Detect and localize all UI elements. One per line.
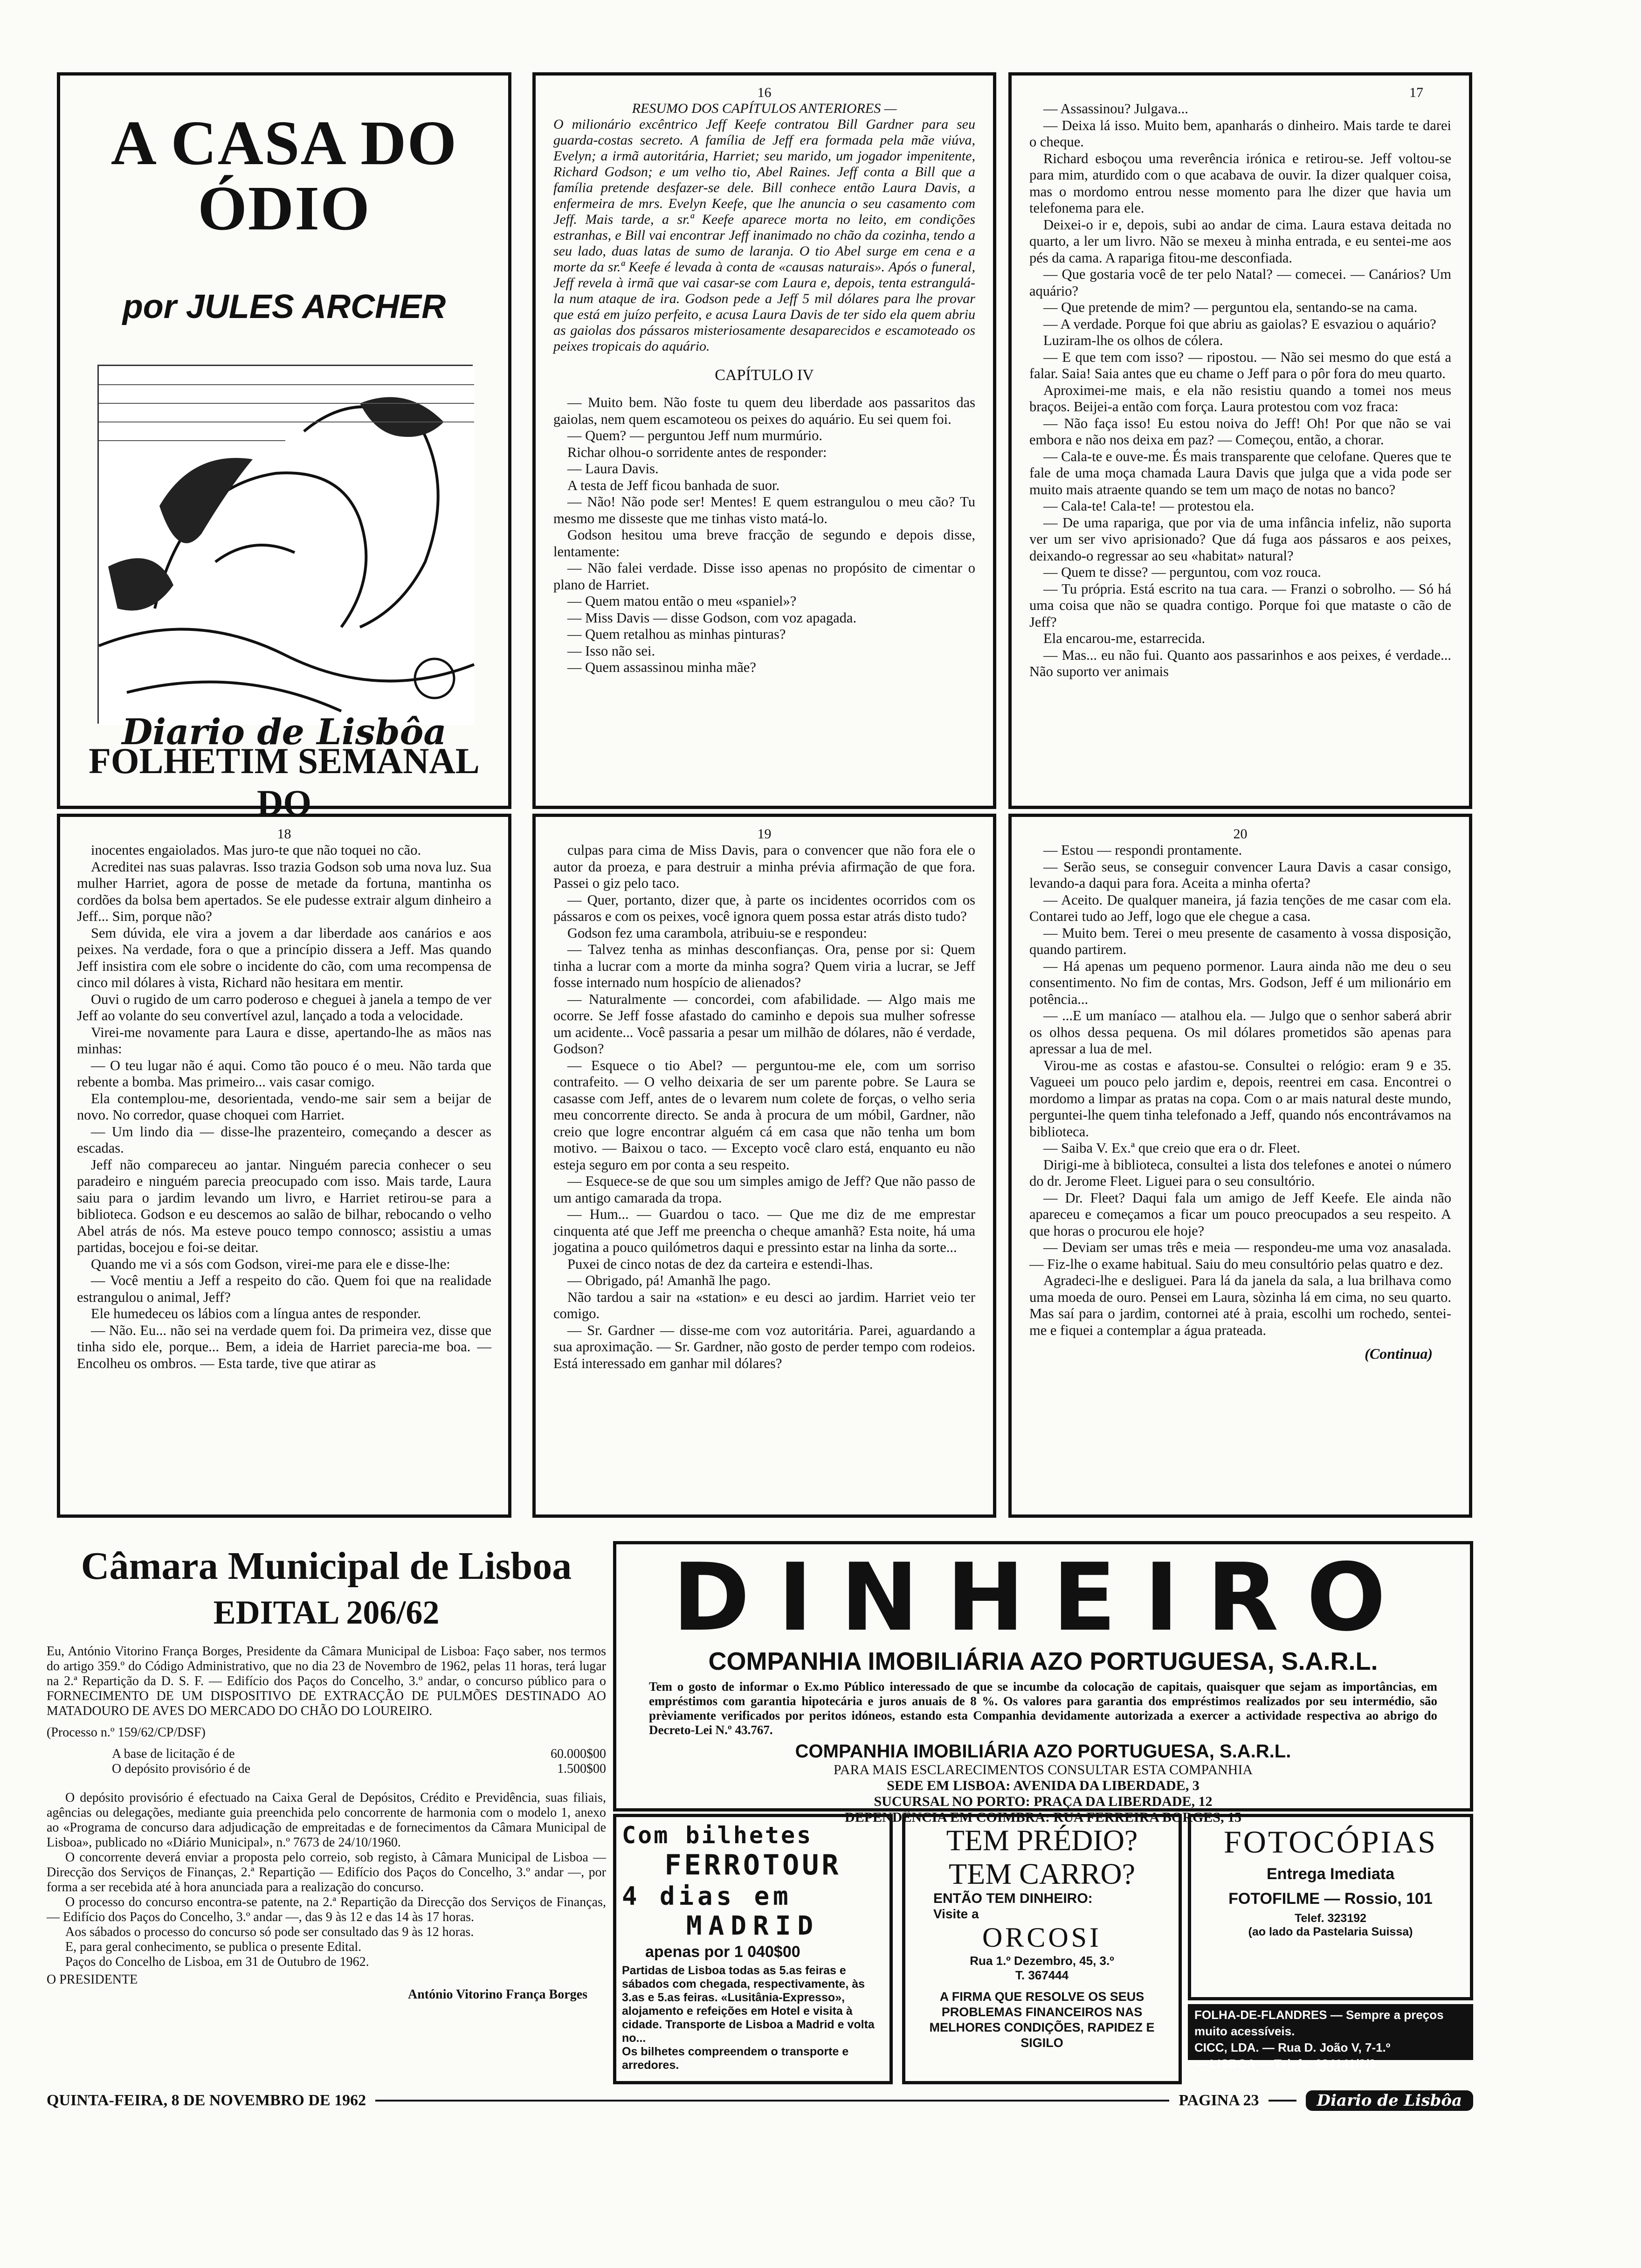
summary-panel	[532, 72, 996, 809]
story-paragraph: — Tu própria. Está escrito na tua cara. — Franzi o sobrolho. — Só há uma coisa que não se quadra contigo. Porque foi que mataste o cão de Jeff?	[1029, 581, 1451, 630]
dinheiro-company: COMPANHIA IMOBILIÁRIA AZO PORTUGUESA, S.A.R.L.	[708, 1647, 1378, 1675]
ferrotour-line1: Com bilhetes	[622, 1822, 813, 1849]
story-paragraph: — Naturalmente — concordei, com afabilidade. — Algo mais me ocorre. Se Jeff fosse afastado do caminho e depois sua mulher sofresse um acidente... Você passaria a pesar um milhão de dólares, não é verdade, Godson?	[553, 991, 975, 1057]
col5-body	[553, 842, 975, 1372]
story-paragraph: — Miss Davis — disse Godson, com voz apagada.	[567, 609, 857, 626]
story-paragraph: Ela contemplou-me, desorientada, vendo-me sair sem a beijar de novo. No corredor, quase choquei com Harriet.	[77, 1090, 491, 1123]
deposit-value: 1.500$00	[557, 1762, 606, 1776]
story-paragraph: — Aceito. De qualquer maneira, já fazia tenções de me casar com ela. Contarei tudo ao Jeff, logo que ele chegue a casa.	[1029, 892, 1451, 924]
story-paragraph: — Quem assassinou minha mãe?	[567, 659, 756, 675]
orcosi-l4: Visite a	[933, 1907, 979, 1921]
story-paragraph: — Obrigado, pá! Amanhã lhe pago.	[567, 1272, 771, 1288]
story-paragraph: Godson hesitou uma breve fracção de segundo e depois disse, lentamente:	[553, 527, 975, 560]
orcosi-brand: ORCOSI	[982, 1922, 1102, 1953]
kissing-couple-illustration	[97, 365, 473, 724]
base-value: 60.000$00	[551, 1747, 606, 1761]
story-paragraph: — Serão seus, se conseguir convencer Laura Davis a casar consigo, levando-a daqui para fora. Aceita a minha oferta?	[1029, 858, 1451, 891]
ferrotour-city: MADRID	[686, 1911, 820, 1941]
story-paragraph: — Não! Não pode ser! Mentes! E quem estrangulou o meu cão? Tu mesmo me disseste que me tinhas visto matá-lo.	[553, 494, 975, 526]
page-number-18: 18	[277, 826, 291, 842]
deposit-label: O depósito provisório é de	[112, 1762, 251, 1776]
folha-line2: CICC, LDA. — Rua D. João V, 7-1.º	[1194, 2040, 1391, 2054]
story-paragraph: — Que gostaria você de ter pelo Natal? — comecei. — Canários? Um aquário?	[1029, 266, 1451, 299]
orcosi-l2: TEM CARRO?	[949, 1857, 1135, 1890]
dinheiro-body: Tem o gosto de informar o Ex.mo Público interessado de que se incumbe da colocação de capitais, quaisquer que sejam as importâncias, em empréstimos com garantia hipotecária e juros anuais de 8 %. Os valores para garantia dos empréstimos realizados por seu intermédio, são prèviamente verificados por peritos idóneos, estando esta Companhia devidamente autorizada a exercer a actividade respectiva ao abrigo do Decreto-Lei N.º 43.767.	[649, 1680, 1437, 1737]
story-paragraph: inocentes engaiolados. Mas juro-te que não toquei no cão.	[91, 842, 421, 858]
story-paragraph: — Deviam ser umas três e meia — respondeu-me uma voz anasalada. — Fiz-lhe o exame habitual. Saiu do meu consultório pelas quatro e dez.	[1029, 1239, 1451, 1272]
folha-flandres-ad	[1188, 2004, 1473, 2071]
signer-title: O PRESIDENTE	[47, 1972, 138, 1987]
story-paragraph: Richar olhou-o sorridente antes de responder:	[567, 444, 827, 460]
story-paragraph: — ...E um maníaco — atalhou ela. — Julgo que o senhor saberá abrir os olhos dessa pequena. Os mil dólares prometidos são apenas para apressar a lua de mel.	[1029, 1008, 1451, 1057]
story-paragraph: Quando me vi a sós com Godson, virei-me para ele e disse-lhe:	[91, 1256, 450, 1272]
chapter-panel-20	[1008, 814, 1472, 1518]
story-paragraph: — Talvez tenha as minhas desconfianças. Ora, pense por si: Quem tinha a lucrar com a morte da minha sogra? Quem viria a lucrar, se Jeff fosse internado num hospício de alienados?	[553, 941, 975, 990]
edital-paragraph: O depósito provisório é efectuado na Caixa Geral de Depósitos, Crédito e Previdência, suas filiais, agências ou delegações, mediante guia preenchida pelo concorrente de harmonia com o modelo 1, anexo ao «Programa de concurso dara adjudicação de empreitadas e de fornecimentos da Câmara Municipal de Lisboa», publicado no «Diário Municipal», n.º 7673 de 24/10/1960.	[47, 1791, 606, 1850]
story-paragraph: Richard esboçou uma reverência irónica e retirou-se. Jeff voltou-se para mim, aturdido com o que acabava de ouvir. Ia dizer qualquer coisa, mas o mordomo entrou nesse momento para lhe dizer que havia um telefonema para ele.	[1029, 150, 1451, 216]
base-label: A base de licitação é de	[112, 1747, 235, 1761]
edital-number: EDITAL 206/62	[213, 1594, 440, 1631]
story-paragraph: — A verdade. Porque foi que abriu as gaiolas? E esvaziou o aquário?	[1043, 316, 1436, 332]
story-paragraph: — Assassinou? Julgava...	[1043, 101, 1188, 117]
story-paragraph: — De uma rapariga, que por via de uma infância infeliz, não suporta ver um ser vivo aprisionado? Que dá fuga aos pássaros e aos peixes, deixando-o regressar ao seu «habitat» natural?	[1029, 514, 1451, 564]
story-paragraph: — Isso não sei.	[567, 643, 655, 659]
dinheiro-consult: PARA MAIS ESCLARECIMENTOS CONSULTAR ESTA COMPANHIA	[833, 1762, 1253, 1777]
chapter-panel-19	[532, 814, 996, 1518]
story-paragraph: Acreditei nas suas palavras. Isso trazia Godson sob uma nova luz. Sua mulher Harriet, agora de posse de metade da fortuna, mantinha os cordões da bolsa bem apertados. Se ele pudesse extrair algum dinheiro a Jeff... Sim, porque não?	[77, 858, 491, 924]
col4-body	[77, 842, 491, 1372]
orcosi-footer: A FIRMA QUE RESOLVE OS SEUS PROBLEMAS FINANCEIROS NAS MELHORES CONDIÇÕES, RAPIDEZ E SIGILO	[929, 1990, 1155, 2050]
story-paragraph: Luziram-lhe os olhos de cólera.	[1043, 332, 1223, 348]
summary-text: O milionário excêntrico Jeff Keefe contratou Bill Gardner para seu guarda-costas secreto. A família de Jeff era formada pela mãe viúva, Evelyn; a irmã autoritária, Harriet; seu marido, um jogador impenitente, Richard Godson; e um velho tio, Abel Raines. Jeff conta a Bill que a família pretende desfazer-se dele. Bill conhece então Laura Davis, a enfermeira de mrs. Evelyn Keefe, que lhe anuncia o seu casamento com Jeff. Mais tarde, a sr.ª Keefe aparece morta no leito, em condições estranhas, e Bill vai encontrar Jeff inanimado no chão da cozinha, tendo a seu lado, duas latas de sumo de laranja. O tio Abel surge em cena e a morte da sr.ª Keefe é levada à conta de «causas naturais». Após o funeral, Jeff revela à irmã que vai casar-se com Laura e, depois, tenta estrangulá-la num ataque de ira. Godson pede a Jeff 5 mil dólares para lhe provar que está em juízo perfeito, e acusa Laura Davis de ter sido ela quem abriu as gaiolas dos pássaros misteriosamente desaparecidos e escamoteado os peixes tropicais do aquário.	[553, 117, 975, 354]
story-paragraph: — Muito bem. Terei o meu presente de casamento à vossa disposição, quando partirem.	[1029, 925, 1451, 957]
story-paragraph: — E que tem com isso? — ripostou. — Não sei mesmo do que está a falar. Saia! Saia antes que eu chame o Jeff para o pôr fora do meu quarto.	[1029, 349, 1451, 381]
page-footer	[47, 2087, 1473, 2115]
story-paragraph: — Não faça isso! Eu estou noiva do Jeff! Oh! Por que não se vai embora e não nos deixa em paz? — Começou, então, a chorar.	[1029, 415, 1451, 448]
edital-paragraph: O processo do concurso encontra-se patente, na 2.ª Repartição da Direcção dos Serviços de Finanças, — Edifício dos Paços do Concelho, 3.º andar —, das 9 às 12 e das 14 às 17 horas.	[47, 1895, 606, 1924]
col3-body	[1029, 101, 1451, 680]
story-paragraph: — Laura Davis.	[567, 461, 659, 477]
story-paragraph: — Saiba V. Ex.ª que creio que era o dr. Fleet.	[1043, 1140, 1301, 1156]
story-paragraph: — Você mentiu a Jeff a respeito do cão. Quem foi que na realidade estrangulou o animal, Jeff?	[77, 1272, 491, 1305]
story-paragraph: — Dr. Fleet? Daqui fala um amigo de Jeff Keefe. Ele ainda não apareceu e começamos a ficar um pouco preocupados a seu respeito. A que horas o procurou ele hoje?	[1029, 1189, 1451, 1239]
story-paragraph: — Cala-te e ouve-me. És mais transparente que celofane. Queres que te fale de uma moça chamada Laura Davis que julga que a vida pode ser muito mais atraente quando se tem um maço de notas no banco?	[1029, 448, 1451, 498]
serial-title: A CASA DO ÓDIO	[110, 108, 458, 243]
chapter-panel-17	[1008, 72, 1472, 809]
chapter-heading: CAPÍTULO IV	[715, 366, 814, 384]
story-paragraph: — Não falei verdade. Disse isso apenas no propósito de cimentar o plano de Harriet.	[553, 560, 975, 593]
camara-edital	[47, 1543, 606, 2089]
ferrotour-price: apenas por 1 040$00	[645, 1943, 800, 1961]
col6-body	[1029, 842, 1451, 1339]
edital-paragraph: E, para geral conhecimento, se publica o presente Edital.	[65, 1940, 362, 1954]
ferrotour-brand: FERROTOUR	[664, 1849, 841, 1881]
dinheiro-porto: SUCURSAL NO PORTO: PRAÇA DA LIBERDADE, 12	[874, 1794, 1213, 1809]
dinheiro-company2: COMPANHIA IMOBILIÁRIA AZO PORTUGUESA, S.A.R.L.	[795, 1741, 1291, 1762]
story-paragraph: Não tardou a sair na «station» e eu desci ao jardim. Harriet veio ter comigo.	[553, 1289, 975, 1321]
ferrotour-line3: 4 dias em	[622, 1881, 792, 1911]
story-paragraph: — Muito bem. Não foste tu quem deu liberdade aos passaritos das gaiolas, nem quem escamoteou os peixes do aquário. Eu sei quem foi.	[553, 394, 975, 427]
story-paragraph: Agradeci-lhe e desliguei. Para lá da janela da sala, a lua brilhava como uma moeda de ouro. Pensei em Laura, sòzinha lá em cima, no seu quarto. Mas saí para o jardim, contornei até à praia, escolhi um rochedo, sentei-me e fiquei a contemplar a água prateada.	[1029, 1272, 1451, 1338]
edital-intro: Eu, António Vitorino França Borges, Presidente da Câmara Municipal de Lisboa: Faço saber, nos termos do artigo 359.º do Código Administrativo, que no dia 23 de Novembro de 1962, pelas 11 horas, terá lugar na 2.ª Repartição da D. S. F. — Edifício dos Paços do Concelho, 3.º andar, o concurso público para o FORNECIMENTO DE UM DISPOSITIVO DE EXTRACÇÃO DE PULMÕES DESTINADO AO MATADOURO DE AVES DO MERCADO DO CHÃO DO LOUREIRO.	[47, 1644, 606, 1718]
col2-body	[553, 394, 975, 676]
story-paragraph: Sem dúvida, ele vira a jovem a dar liberdade aos canários e aos peixes. Na verdade, fora o que a princípio dissera a Jeff. Mas quando Jeff insistira com ele sobre o incidente do cão, com uma recompensa de cinco mil dólares à vista, Richard não hesitara em mentir.	[77, 925, 491, 990]
story-paragraph: — Quem retalhou as minhas pinturas?	[567, 626, 786, 642]
dinheiro-coimbra: DEPENDÊNCIA EM COIMBRA: RUA FERREIRA BORGES, 15	[845, 1810, 1241, 1825]
page-number-20: 20	[1233, 826, 1248, 842]
ferrotour-ad	[613, 1814, 893, 2084]
story-paragraph: — Esquece o tio Abel? — perguntou-me ele, com um sorriso contrafeito. — O velho deixaria de ser um parente pobre. Se Laura se casasse com Jeff, antes de o levarem num colete de forças, o velho seria meu concorrente directo. Se anda à procura de um móbil, Gardner, não creio que logre encontrar alguém cá em casa que não tenha um bom motivo. — Baixou o taco. — Excepto você claro está, enquanto eu não esteja seguro em por conta a seu respeito.	[553, 1057, 975, 1173]
footer-rule-right	[1269, 2100, 1296, 2102]
signer-name: António Vitorino França Borges	[408, 1987, 587, 2002]
story-paragraph: — Há apenas um pequeno pormenor. Laura ainda não me deu o seu consentimento. No fim de contas, Mrs. Godson, Jeff é um milionário em potência...	[1029, 958, 1451, 1007]
fotocopias-ad	[1188, 1814, 1473, 2000]
orcosi-l3: ENTÃO TEM DINHEIRO:	[933, 1891, 1093, 1906]
story-paragraph: — Quem te disse? — perguntou, com voz rouca.	[1043, 564, 1321, 580]
story-paragraph: — Quem matou então o meu «spaniel»?	[567, 593, 797, 609]
story-paragraph: Puxei de cinco notas de dez da carteira e estendi-lhas.	[567, 1256, 873, 1272]
story-paragraph: Virei-me novamente para Laura e disse, apertando-lhe as mãos nas minhas:	[77, 1024, 491, 1057]
story-paragraph: A testa de Jeff ficou banhada de suor.	[567, 477, 780, 493]
story-paragraph: — Quem? — perguntou Jeff num murmúrio.	[567, 428, 822, 443]
story-paragraph: Ouvi o rugido de um carro poderoso e cheguei à janela a tempo de ver Jeff ao volante do seu convertível azul, lançado a toda a velocidade.	[77, 991, 491, 1023]
story-paragraph: Ele humedeceu os lábios com a língua antes de responder.	[91, 1306, 421, 1321]
footer-rule-left	[375, 2100, 1169, 2102]
story-paragraph: — Esquece-se de que sou um simples amigo de Jeff? Que não passo de um antigo camarada da tropa.	[553, 1173, 975, 1206]
summary-heading: RESUMO DOS CAPÍTULOS ANTERIORES —	[632, 101, 897, 116]
story-paragraph: — Sr. Gardner — disse-me com voz autoritária. Parei, aguardando a sua aproximação. — Sr. Gardner, não gosto de perder tempo com rodeios. Está interessado em ganhar mil dólares?	[553, 1322, 975, 1371]
story-paragraph: — Cala-te! Cala-te! — protestou ela.	[1043, 498, 1255, 514]
story-paragraph: culpas para cima de Miss Davis, para o convencer que não fora ele o autor da proeza, e para destruir a minha prévia afirmação de que fora. Passei o giz pelo taco.	[553, 842, 975, 891]
dinheiro-ad	[613, 1541, 1473, 1825]
page-number-17: 17	[1409, 85, 1423, 100]
orcosi-tel: T. 367444	[1015, 1968, 1069, 1982]
chapter-panel-18	[57, 814, 511, 1518]
story-paragraph: — Quer, portanto, dizer que, à parte os incidentes ocorridos com os pássaros e com os peixes, você ignora quem possa estar atrás disto tudo?	[553, 892, 975, 924]
story-paragraph: Ela encarou-me, estarrecida.	[1043, 630, 1206, 646]
story-paragraph: — Um lindo dia — disse-lhe prazenteiro, começando a descer as escadas.	[77, 1123, 491, 1156]
ferrotour-body: Partidas de Lisboa todas as 5.as feiras e sábados com chegada, respectivamente, às 3.as e 5.as feiras. «Lusitânia-Expresso», alojamento e refeições em Hotel e visita à cidade. Transporte de Lisboa a Madrid e volta no...	[622, 1964, 875, 2045]
illustration-drawing	[99, 366, 474, 725]
story-paragraph: Jeff não compareceu ao jantar. Ninguém parecia conhecer o seu paradeiro e ninguém parecia preocupado com isso. Mais tarde, Laura saiu para o jardim levando um livro, e Harriet retirou-se para a biblioteca. Godson e eu descemos ao salão de bilhar, rebocando o velho Abel atrás de nós. Ma esteve pouco tempo connosco; assistiu a umas partidas, bocejou e foi-se deitar.	[77, 1156, 491, 1255]
story-paragraph: — O teu lugar não é aqui. Como tão pouco é o meu. Não tarda que rebente a bomba. Mas primeiro... vais casar comigo.	[77, 1057, 491, 1090]
edital-process: (Processo n.º 159/62/CP/DSF)	[47, 1725, 206, 1740]
page-number-16: 16	[757, 85, 772, 100]
story-paragraph: — Mas... eu não fui. Quanto aos passarinhos e aos peixes, é verdade... Não suporto ver animais	[1029, 647, 1451, 679]
story-paragraph: Godson fez uma carambola, atribuiu-se e respondeu:	[567, 925, 867, 941]
story-paragraph: — Deixa lá isso. Muito bem, apanharás o dinheiro. Mais tarde te darei o cheque.	[1029, 117, 1451, 150]
ferrotour-footer: Os bilhetes compreendem o transporte e arredores.	[622, 2045, 849, 2072]
page-number-19: 19	[757, 826, 772, 842]
story-paragraph: — Não. Eu... não sei na verdade quem foi. Da primeira vez, disse que tinha sido ele, porque... Bem, a ideia de Harriet parecia-me boa. — Encolheu os ombros. — Esta tarde, tive que atirar as	[77, 1322, 491, 1371]
footer-paper: Diario de Lisbôa	[1306, 2090, 1473, 2111]
edital-paragraphs	[47, 1791, 606, 1970]
orcosi-l1: TEM PRÉDIO?	[946, 1824, 1138, 1857]
folha-line1: FOLHA-DE-FLANDRES — Sempre a preços muito acessíveis.	[1194, 2008, 1444, 2038]
edital-paragraph: O concorrente deverá enviar a proposta pelo correio, sob registo, à Câmara Municipal de Lisboa — Direcção dos Serviços de Finanças, 2.ª Repartição — Edifício dos Paços do Concelho, 3.º andar —, por forma a ser recebida até à hora anunciada para a realização do concurso.	[47, 1850, 606, 1895]
fotocopias-tel: Telef. 323192	[1295, 1912, 1366, 1925]
footer-page: PAGINA 23	[1179, 2092, 1259, 2109]
story-paragraph: — Estou — respondi prontamente.	[1043, 842, 1242, 858]
footer-date: QUINTA-FEIRA, 8 DE NOVEMBRO DE 1962	[47, 2092, 366, 2109]
camara-title: Câmara Municipal de Lisboa	[81, 1544, 572, 1588]
story-paragraph: — Que pretende de mim? — perguntou ela, sentando-se na cama.	[1043, 299, 1418, 315]
dinheiro-sede: SEDE EM LISBOA: AVENIDA DA LIBERDADE, 3	[887, 1778, 1200, 1793]
serial-title-panel	[57, 72, 511, 823]
edital-paragraph: Aos sábados o processo do concurso só pode ser consultado das 9 às 12 horas.	[65, 1925, 474, 1939]
fotocopias-brand: FOTOFILME — Rossio, 101	[1228, 1890, 1433, 1908]
newspaper-name-display: Diario de Lisbôa	[122, 711, 447, 753]
edital-paragraph: Paços do Concelho de Lisboa, em 31 de Outubro de 1962.	[65, 1955, 369, 1969]
folha-line3: — LISBOA — Telefs. 684141/2/3	[1194, 2057, 1376, 2071]
continua-label: (Continua)	[1365, 1345, 1433, 1362]
fotocopias-title: FOTOCÓPIAS	[1223, 1824, 1438, 1860]
story-paragraph: Deixei-o ir e, depois, subi ao andar de cima. Laura estava deitada no quarto, a ler um livro. Não se mexeu à minha entrada, e eu sentei-me aos pés da cama. A rapariga fitou-me desconfiada.	[1029, 216, 1451, 266]
story-paragraph: Virou-me as costas e afastou-se. Consultei o relógio: eram 9 e 35. Vagueei um pouco pelo jardim e, depois, reentrei em casa. Encontrei o mordomo a limpar as pratas na copa. Com o ar mais natural deste mundo, perguntei-lhe quem tinha telefonado a Jeff, quando nós encontrávamos na biblioteca.	[1029, 1057, 1451, 1140]
story-paragraph: Aproximei-me mais, e ela não resistiu quando a tomei nos meus braços. Beijei-a então com força. Laura protestou com voz fraca:	[1029, 382, 1451, 415]
story-paragraph: — Hum... — Guardou o taco. — Que me diz de me emprestar cinquenta até que Jeff me preencha o cheque amanhã? Esta noite, há uma jogatina a pouco quilómetros daqui e pressinto estar na linha da sorte...	[553, 1206, 975, 1255]
feuilleton-label: FOLHETIM SEMANAL DO	[89, 740, 480, 823]
fotocopias-sub: Entrega Imediata	[1267, 1865, 1394, 1883]
serial-author: por JULES ARCHER	[122, 288, 446, 325]
orcosi-addr: Rua 1.º Dezembro, 45, 3.º	[970, 1954, 1114, 1968]
dinheiro-headline: DINHEIRO	[672, 1543, 1414, 1652]
fotocopias-note: (ao lado da Pastelaria Suissa)	[1248, 1925, 1413, 1938]
story-paragraph: Dirigi-me à biblioteca, consultei a lista dos telefones e anotei o número do dr. Jerome Fleet. Liguei para o seu consultório.	[1029, 1156, 1451, 1189]
orcosi-ad	[902, 1814, 1182, 2084]
